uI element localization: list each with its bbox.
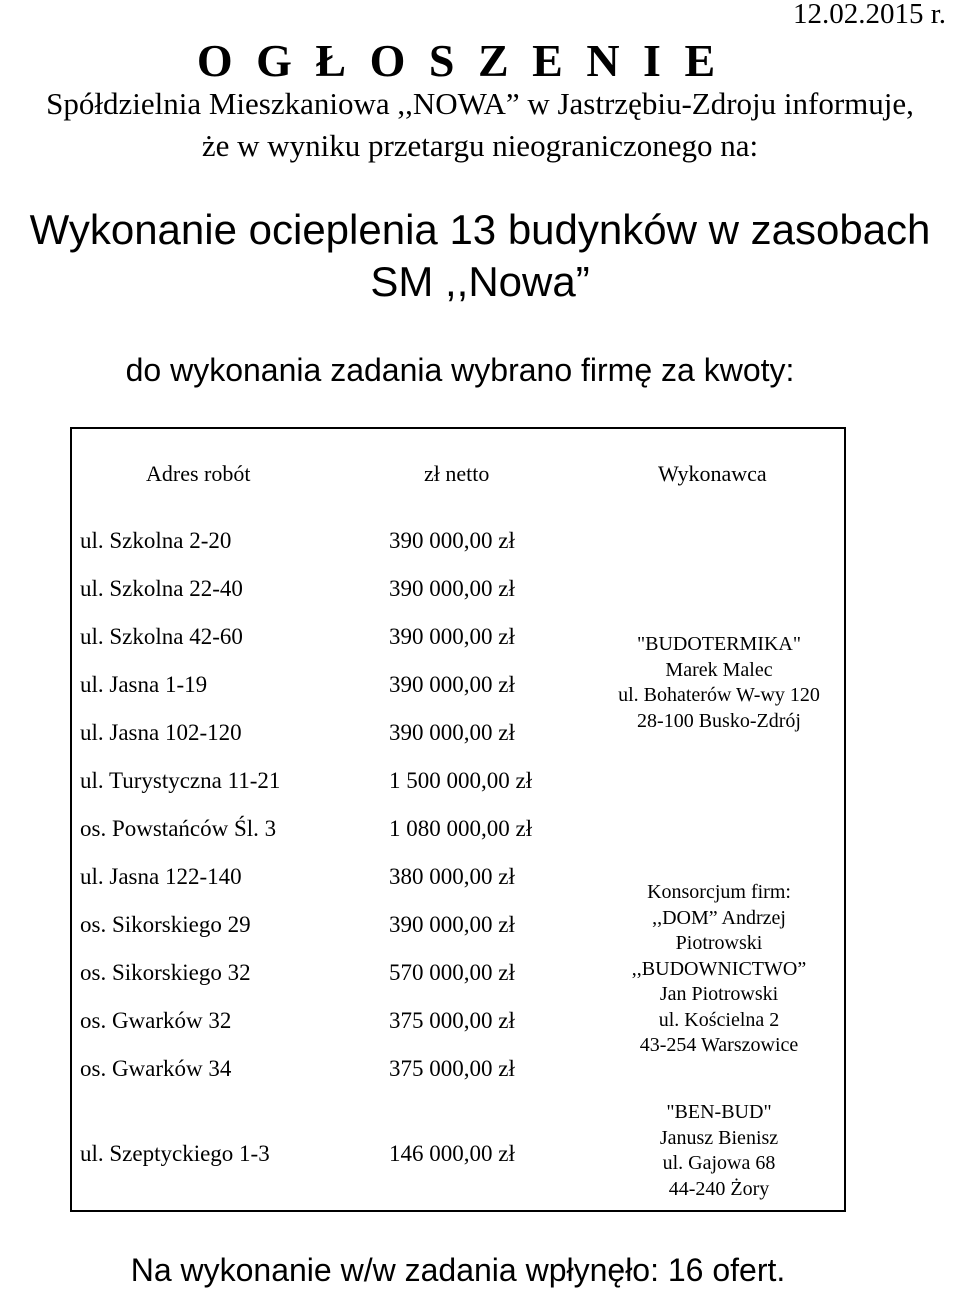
contractor-line: ,,BUDOWNICTWO” — [631, 957, 807, 980]
row-amount: 390 000,00 zł — [389, 720, 515, 745]
row-address: os. Sikorskiego 32 — [80, 960, 251, 985]
chosen-line: do wykonania zadania wybrano firmę za kwoty: — [125, 352, 795, 388]
row-address: ul. Szkolna 22-40 — [80, 576, 243, 601]
results-table — [70, 427, 846, 1212]
header-contractor: Wykonawca — [658, 461, 767, 486]
row-amount: 390 000,00 zł — [389, 528, 515, 553]
row-amount: 380 000,00 zł — [389, 864, 515, 889]
contractor-line: ul. Kościelna 2 — [658, 1008, 780, 1031]
row-address: ul. Jasna 1-19 — [80, 672, 208, 697]
contractor-line: ,,DOM” Andrzej — [652, 906, 786, 929]
row-address: ul. Jasna 102-120 — [80, 720, 242, 745]
page-title: O G Ł O S Z E N I E — [196, 35, 722, 86]
header-amount: zł netto — [424, 461, 490, 486]
contractor-line: 43-254 Warszowice — [639, 1034, 799, 1056]
contractor-line: 28-100 Busko-Zdrój — [637, 709, 801, 732]
row-address: ul. Szkolna 42-60 — [80, 624, 243, 649]
contractor-budotermika — [594, 632, 844, 734]
row-amount: 390 000,00 zł — [389, 672, 515, 697]
row-amount: 390 000,00 zł — [389, 912, 515, 937]
contractor-line: "BEN-BUD" — [666, 1101, 772, 1123]
contractor-ben-bud — [594, 1100, 844, 1202]
row-address: os. Sikorskiego 29 — [80, 912, 251, 937]
row-address: os. Gwarków 32 — [80, 1008, 232, 1033]
contractor-line: ul. Bohaterów W-wy 120 — [618, 684, 820, 706]
row-amount: 375 000,00 zł — [389, 1056, 515, 1081]
row-amount: 1 500 000,00 zł — [389, 768, 533, 793]
announcement-date: 12.02.2015 r. — [792, 0, 946, 30]
row-amount: 570 000,00 zł — [389, 960, 515, 985]
contractor-line: "BUDOTERMIKA" — [636, 633, 802, 655]
contractor-consortium — [594, 880, 844, 1059]
contractor-line: Jan Piotrowski — [659, 983, 779, 1005]
row-amount: 390 000,00 zł — [389, 576, 515, 601]
header-address: Adres robót — [146, 461, 251, 486]
row-address: ul. Turystyczna 11-21 — [80, 768, 281, 793]
contractor-line: ul. Gajowa 68 — [662, 1152, 776, 1174]
row-address: os. Powstańców Śl. 3 — [80, 816, 277, 841]
intro-line-1: Spółdzielnia Mieszkaniowa ,,NOWA” w Jastrzębiu-Zdroju informuje, — [46, 86, 914, 121]
contractor-line: Piotrowski — [675, 932, 763, 954]
row-address: os. Gwarków 34 — [80, 1056, 232, 1081]
row-amount: 390 000,00 zł — [389, 624, 515, 649]
contractor-line: Marek Malec — [665, 658, 773, 681]
subject-line-2: SM ,,Nowa” — [370, 258, 590, 305]
subject-line-1: Wykonanie ocieplenia 13 budynków w zasobach — [29, 206, 931, 253]
row-address: ul. Szkolna 2-20 — [80, 528, 232, 553]
offers-count-line: Na wykonanie w/w zadania wpłynęło: 16 ofert. — [130, 1252, 786, 1288]
row-address: ul. Jasna 122-140 — [80, 864, 242, 889]
row-amount: 146 000,00 zł — [389, 1141, 515, 1166]
contractor-line: Konsorcjum firm: — [647, 881, 791, 903]
row-address: ul. Szeptyckiego 1-3 — [80, 1141, 270, 1166]
row-amount: 375 000,00 zł — [389, 1008, 515, 1033]
intro-line-2: że w wyniku przetargu nieograniczonego na: — [201, 128, 759, 163]
contractor-line: Janusz Bienisz — [659, 1126, 779, 1149]
contractor-line: 44-240 Żory — [668, 1177, 770, 1200]
row-amount: 1 080 000,00 zł — [389, 816, 533, 841]
